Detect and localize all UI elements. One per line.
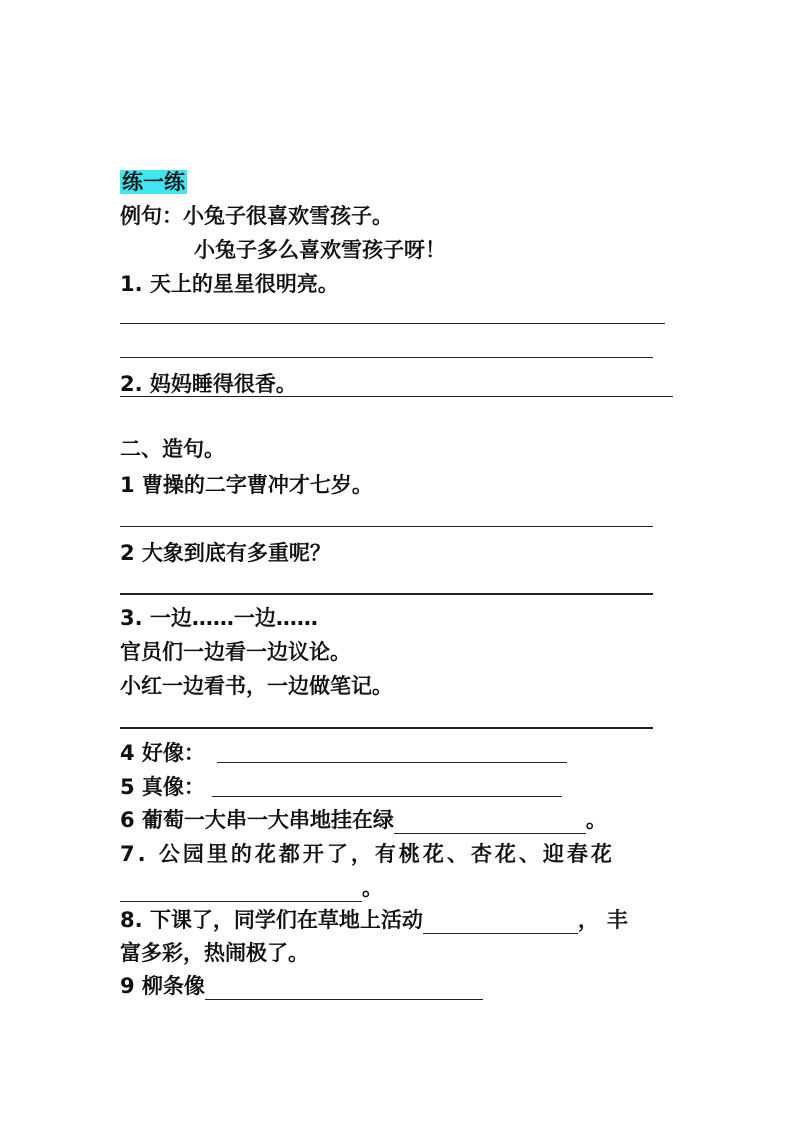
answer-line [212,796,562,797]
question-2: 2. 妈妈睡得很香。 [120,372,297,396]
fill-blank [205,977,483,1000]
answer-line [217,762,567,763]
sentence-7: 7. 公园里的花都开了，有桃花、杏花、迎春花 [120,842,615,866]
example-line-1: 例句：小兔子很喜欢雪孩子。 [120,204,393,228]
sentence-8: 8. 下课了，同学们在草地上活动 ，丰 [120,908,636,932]
answer-line [120,396,673,397]
answer-line [120,357,653,358]
answer-line [120,593,653,595]
sentence-6: 6 葡萄一大串一大串地挂在绿 。 [120,808,607,832]
question-1: 1. 天上的星星很明亮。 [120,272,339,296]
sentence-3-title: 3. 一边……一边…… [120,606,318,630]
sentence-5: 5 真像： [120,775,205,799]
answer-line [120,727,653,729]
sentence-7-end: 。 [120,874,383,902]
fill-blank [394,811,586,834]
example-line-2: 小兔子多么喜欢雪孩子呀！ [194,238,446,262]
answer-line [120,323,665,324]
sentence-3-example-2: 小红一边看书，一边做笔记。 [120,674,393,698]
sentence-2: 2 大象到底有多重呢？ [120,541,331,565]
fill-blank [423,911,578,934]
sentence-3-example-1: 官员们一边看一边议论。 [120,640,351,664]
sentence-9: 9 柳条像 [120,972,483,1000]
sentence-1: 1 曹操的二字曹冲才七岁。 [120,473,373,497]
sentence-4: 4 好像： [120,741,205,765]
section-heading-practice: 练一练 [122,170,185,194]
fill-blank [120,879,362,902]
sentence-8-line-2: 富多彩，热闹极了。 [120,941,309,965]
section-heading-sentences: 二、造句。 [120,437,225,461]
answer-line [120,526,653,527]
